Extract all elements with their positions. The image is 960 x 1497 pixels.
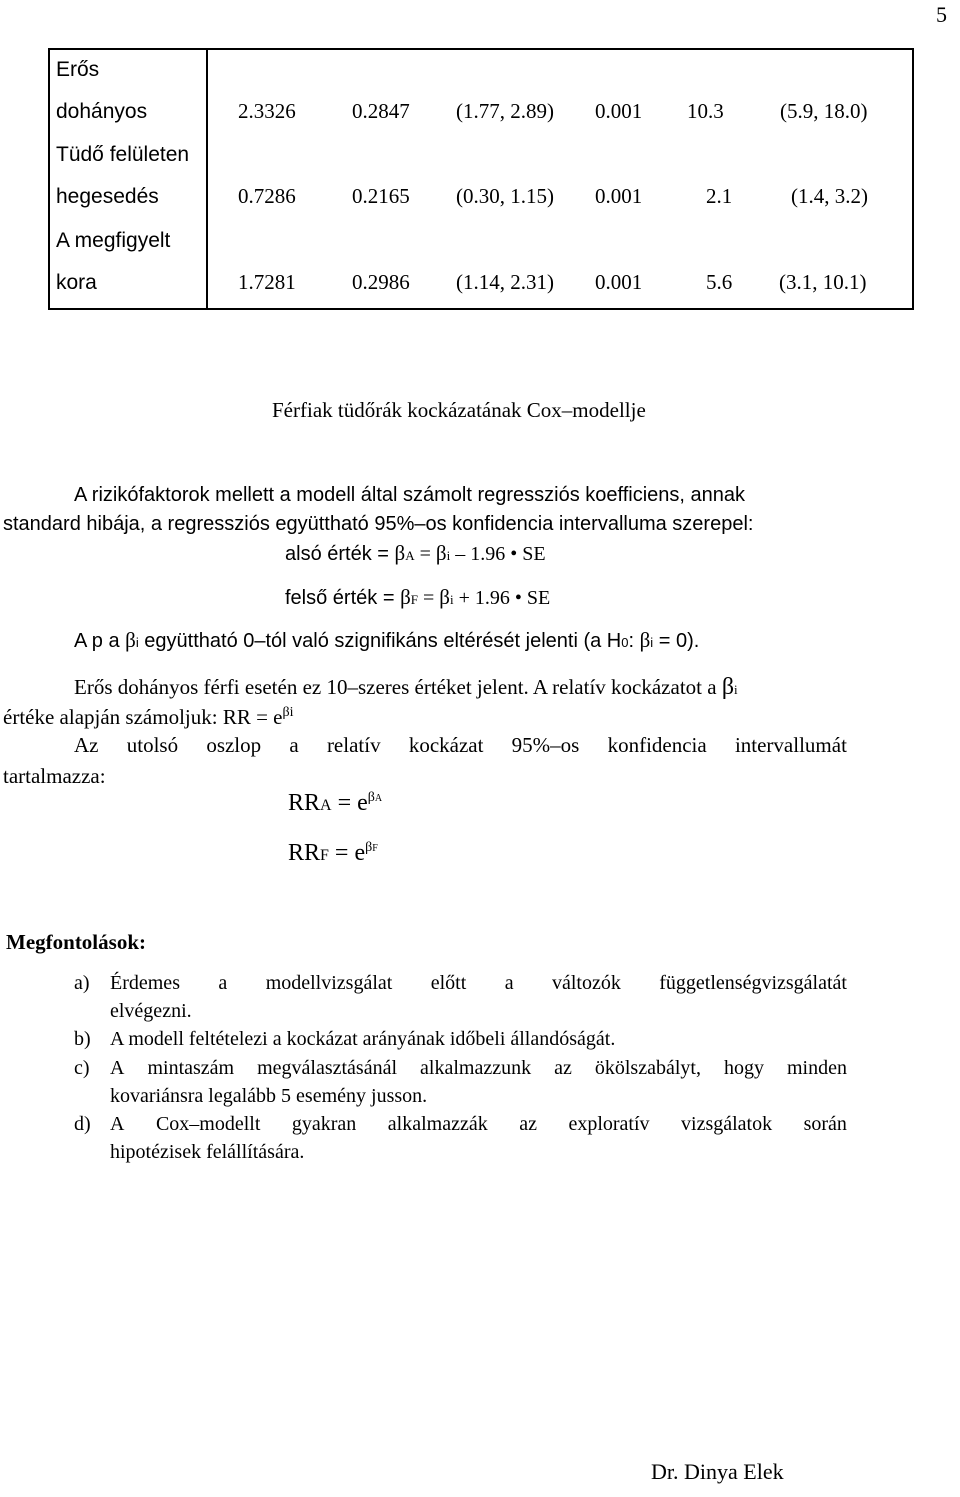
rr-symbol: RR bbox=[288, 840, 321, 866]
formula-subscript: A bbox=[374, 793, 383, 804]
list-marker: b) bbox=[74, 1028, 91, 1050]
smoker-sentence-line1 bbox=[74, 674, 738, 701]
formula-equals: = bbox=[414, 543, 436, 565]
formula-subscript: F bbox=[410, 592, 418, 607]
word: függetlenségvizsgálatát bbox=[659, 972, 847, 994]
beta-symbol: β bbox=[365, 840, 373, 855]
formula-subscript: 0 bbox=[621, 635, 629, 650]
word: exploratív bbox=[568, 1113, 650, 1135]
table-cell-coef: 1.7281 bbox=[238, 270, 296, 294]
word: során bbox=[803, 1113, 847, 1135]
table-caption: Férfiak tüdőrák kockázatának Cox–modellje bbox=[272, 398, 646, 422]
sentence-text: együttható 0–tól való szignifikáns eltérését jelenti (a H bbox=[138, 630, 622, 652]
word: 95%–os bbox=[511, 733, 580, 757]
rr-a-formula bbox=[288, 790, 382, 817]
table-cell-rr-ci: (5.9, 18.0) bbox=[780, 99, 868, 123]
table-cell-se: 0.2986 bbox=[352, 270, 410, 294]
beta-symbol: β bbox=[435, 541, 447, 565]
word: relatív bbox=[326, 733, 381, 757]
word: utolsó bbox=[126, 733, 179, 757]
sentence-text: A p a bbox=[74, 630, 126, 652]
list-item-line: elvégezni. bbox=[110, 1000, 192, 1022]
paragraph-line: standard hibája, a regressziós együttható 95%–os konfidencia intervalluma szerepel: bbox=[3, 513, 754, 535]
table-cell-ci: (1.77, 2.89) bbox=[456, 99, 554, 123]
table-cell-se: 0.2165 bbox=[352, 184, 410, 208]
word: A bbox=[110, 1113, 125, 1135]
rr-formula: RR = e bbox=[222, 705, 283, 729]
list-item-line bbox=[110, 1113, 847, 1136]
formula-superscript bbox=[365, 840, 378, 855]
table-row-label: dohányos bbox=[56, 100, 148, 123]
sentence-text: értéke alapján számoljuk: bbox=[3, 705, 223, 729]
word: előtt bbox=[430, 972, 467, 994]
word: vizsgálatok bbox=[681, 1113, 773, 1135]
table-cell-p: 0.001 bbox=[595, 99, 643, 123]
table-row-label: hegesedés bbox=[56, 185, 159, 208]
list-marker: c) bbox=[74, 1057, 90, 1079]
table-cell-p: 0.001 bbox=[595, 270, 643, 294]
formula-label: felső érték = bbox=[285, 587, 401, 609]
formula-equals: = e bbox=[328, 840, 366, 866]
word: alkalmazzák bbox=[387, 1113, 488, 1135]
word: a bbox=[289, 733, 299, 757]
formula-subscript: A bbox=[320, 797, 332, 814]
word: a bbox=[504, 972, 514, 994]
word: Cox–modellt bbox=[155, 1113, 261, 1135]
list-item-line: kovariánsra legalább 5 esemény jusson. bbox=[110, 1085, 428, 1107]
author-name: Dr. Dinya Elek bbox=[651, 1459, 784, 1484]
table-cell-rr: 10.3 bbox=[687, 99, 724, 123]
table-cell-ci: (0.30, 1.15) bbox=[456, 184, 554, 208]
table-cell-rr-ci: (1.4, 3.2) bbox=[791, 184, 868, 208]
paragraph-line: A rizikófaktorok mellett a modell által számolt regressziós koefficiens, annak bbox=[74, 484, 746, 506]
smoker-sentence-line2 bbox=[3, 705, 294, 730]
beta-symbol: β bbox=[400, 585, 411, 609]
last-column-sentence-line2: tartalmazza: bbox=[3, 764, 106, 788]
formula-subscript: F bbox=[320, 847, 329, 864]
word: gyakran bbox=[291, 1113, 357, 1135]
formula-label: alsó érték = bbox=[285, 543, 395, 565]
formula-superscript: βi bbox=[282, 705, 294, 720]
word: modellvizsgálat bbox=[265, 972, 393, 994]
list-item-line bbox=[110, 972, 847, 995]
sentence-text: : bbox=[628, 630, 640, 652]
word: intervallumát bbox=[734, 733, 847, 757]
beta-symbol: β bbox=[394, 541, 406, 565]
table-cell-rr: 2.1 bbox=[706, 184, 733, 208]
list-marker: a) bbox=[74, 972, 90, 994]
list-item-line: hipotézisek felállítására. bbox=[110, 1141, 305, 1163]
list-item-line: A modell feltételezi a kockázat arányának időbeli állandóságát. bbox=[110, 1028, 616, 1050]
beta-symbol: β bbox=[367, 790, 375, 805]
beta-symbol: β bbox=[721, 674, 735, 700]
lower-bound-formula bbox=[285, 541, 546, 566]
table-row-label: kora bbox=[56, 271, 97, 294]
formula-subscript: i bbox=[135, 635, 139, 650]
formula-subscript: i bbox=[449, 592, 454, 607]
formula-rest: – 1.96 • SE bbox=[450, 543, 546, 565]
p-value-sentence bbox=[74, 628, 699, 653]
rr-f-formula bbox=[288, 840, 378, 867]
formula-equals: = e bbox=[331, 790, 368, 816]
word: az bbox=[519, 1113, 537, 1135]
table-row-label: Tüdő felületen bbox=[56, 143, 190, 166]
upper-bound-formula bbox=[285, 585, 550, 610]
table-cell-rr-ci: (3.1, 10.1) bbox=[779, 270, 867, 294]
list-marker: d) bbox=[74, 1113, 91, 1135]
sentence-text: Erős dohányos férfi esetén ez 10–szeres értéket jelent. A relatív kockázatot a bbox=[74, 675, 722, 699]
table-cell-ci: (1.14, 2.31) bbox=[456, 270, 554, 294]
word: hogy bbox=[723, 1057, 764, 1079]
formula-superscript bbox=[368, 790, 382, 805]
formula-subscript: i bbox=[650, 635, 654, 650]
list-item-line bbox=[110, 1057, 847, 1080]
word: a bbox=[218, 972, 228, 994]
word: A bbox=[110, 1057, 125, 1079]
table-column-divider bbox=[206, 48, 208, 310]
page-number: 5 bbox=[936, 2, 947, 27]
word: az bbox=[554, 1057, 572, 1079]
table-cell-se: 0.2847 bbox=[352, 99, 410, 123]
beta-symbol: β bbox=[125, 628, 136, 652]
table-cell-coef: 0.7286 bbox=[238, 184, 296, 208]
sentence-text: = 0). bbox=[653, 630, 700, 652]
word: alkalmazzunk bbox=[420, 1057, 532, 1079]
word: megválasztásánál bbox=[257, 1057, 398, 1079]
word: kockázat bbox=[408, 733, 484, 757]
word: Érdemes bbox=[110, 972, 180, 994]
beta-symbol: β bbox=[639, 628, 651, 652]
rr-symbol: RR bbox=[288, 790, 321, 816]
table-row-label: A megfigyelt bbox=[56, 229, 171, 252]
word: változók bbox=[551, 972, 621, 994]
word: ökölszabályt, bbox=[594, 1057, 701, 1079]
formula-equals: = bbox=[417, 587, 440, 609]
table-cell-p: 0.001 bbox=[595, 184, 643, 208]
word: konfidencia bbox=[607, 733, 707, 757]
word: minden bbox=[786, 1057, 847, 1079]
word: oszlop bbox=[206, 733, 262, 757]
formula-subscript: A bbox=[405, 548, 415, 563]
formula-subscript: i bbox=[734, 682, 738, 697]
formula-subscript: F bbox=[372, 843, 378, 854]
considerations-heading: Megfontolások: bbox=[6, 930, 146, 954]
table-cell-rr: 5.6 bbox=[706, 270, 733, 294]
word: mintaszám bbox=[147, 1057, 235, 1079]
formula-subscript: i bbox=[446, 548, 451, 563]
beta-symbol: β bbox=[439, 585, 450, 609]
table-row-label: Erős bbox=[56, 58, 100, 81]
last-column-sentence-line1 bbox=[74, 733, 847, 758]
formula-rest: + 1.96 • SE bbox=[453, 587, 551, 609]
table-cell-coef: 2.3326 bbox=[238, 99, 296, 123]
word: Az bbox=[74, 733, 99, 757]
